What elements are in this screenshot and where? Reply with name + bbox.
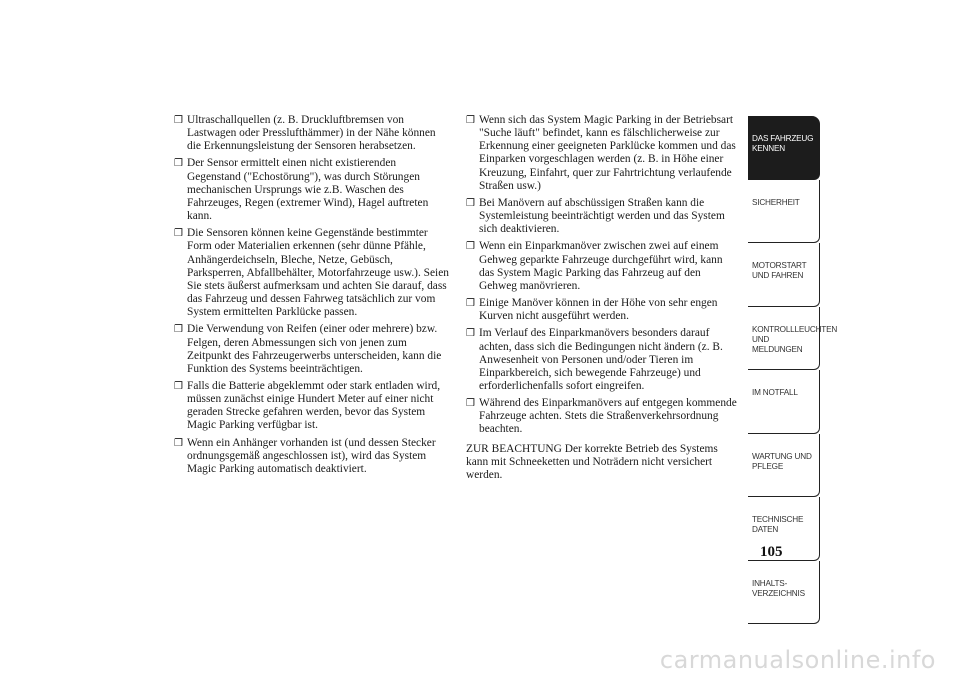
list-item: ❒ Die Sensoren können keine Gegenstände bestimmter Form oder Materialien erkennen (sehr dünne Pfähle, Anhängerdeichseln, Bleche, Netze, Gebüsch, Parksperren, Abfallbehälter, Motorfahrzeuge usw.). Seien Sie stets äußerst aufmerksam und achten Sie darauf, dass das Fahrzeug und dessen Fahrweg tatsächlich zur vom System ermittelten Parklücke passen. bbox=[174, 227, 449, 319]
tab-inhaltsverzeichnis[interactable]: INHALTS-VERZEICHNIS bbox=[748, 561, 820, 625]
list-item: ❒ Während des Einparkmanövers auf entgegen kommende Fahrzeuge achten. Stets die Straßenverkehrsordnung beachten. bbox=[466, 397, 737, 436]
tab-sicherheit[interactable]: SICHERHEIT bbox=[748, 180, 820, 244]
watermark: carmanualsonline.info bbox=[659, 646, 936, 674]
tab-motorstart-und-fahren[interactable]: MOTORSTART UND FAHREN bbox=[748, 243, 820, 307]
page-number: 105 bbox=[760, 544, 783, 560]
checkbox-bullet-icon: ❒ bbox=[174, 324, 183, 336]
chapter-tabs bbox=[748, 116, 838, 624]
checkbox-bullet-icon: ❒ bbox=[174, 158, 183, 170]
right-column bbox=[466, 114, 738, 482]
tab-im-notfall[interactable]: IM NOTFALL bbox=[748, 370, 820, 434]
checkbox-bullet-icon: ❒ bbox=[174, 228, 183, 240]
list-item: ❒ Der Sensor ermittelt einen nicht existierenden Gegenstand ("Echostörung"), was durch Störungen mechanischen Ursprungs wie z.B. Waschen des Fahrzeuges, Regen (extremer Wind), Hagel auftreten kann. bbox=[174, 157, 429, 223]
list-item: ❒ Wenn sich das System Magic Parking in der Betriebsart "Suche läuft" befindet, kann es fälschlicherweise zur Erkennung einer geeigneten Parklücke kommen und das Einparken vorgeschlagen werden (z. B. in Höhe einer Kreuzung, Einfahrt, quer zur Fahrtrichtung verlaufende Straßen usw.) bbox=[466, 114, 736, 192]
list-item: ❒ Falls die Batterie abgeklemmt oder stark entladen wird, müssen zunächst einige Hundert Meter auf einer nicht geraden Strecke gefahren werden, bevor das System Magic Parking verfügbar ist. bbox=[174, 379, 441, 432]
checkbox-bullet-icon: ❒ bbox=[466, 115, 475, 126]
tab-technische-daten[interactable]: TECHNISCHE DATEN bbox=[748, 497, 820, 561]
checkbox-bullet-icon: ❒ bbox=[466, 241, 475, 253]
checkbox-bullet-icon: ❒ bbox=[466, 398, 475, 410]
checkbox-bullet-icon: ❒ bbox=[466, 197, 475, 209]
checkbox-bullet-icon: ❒ bbox=[174, 115, 183, 126]
tab-das-fahrzeug-kennen[interactable]: DAS FAHRZEUG KENNEN bbox=[748, 116, 820, 180]
list-item: ❒ Die Verwendung von Reifen (einer oder mehrere) bzw. Felgen, deren Abmessungen sich von jenen zum Zeitpunkt des Fahrzeugerwerbs unterscheiden, kann die Funktion des Systems beeinträchtigen. bbox=[174, 323, 442, 375]
checkbox-bullet-icon: ❒ bbox=[466, 298, 475, 310]
left-column bbox=[174, 114, 450, 480]
list-item: ❒ Wenn ein Einparkmanöver zwischen zwei auf einem Gehweg geparkte Fahrzeuge durchgeführt wird, kann das System Magic Parking das Fahrzeug auf den Gehweg manövrieren. bbox=[466, 240, 723, 292]
list-item: ❒ Im Verlauf des Einparkmanövers besonders darauf achten, dass sich die Bedingungen nicht ändern (z. B. Anwesenheit von Personen und/oder Tieren im Einparkbereich, sich bewegende Fahrzeuge) und erforderlichenfalls sofort eingreifen. bbox=[466, 327, 723, 392]
list-item: ❒ Ultraschallquellen (z. B. Druckluftbremsen von Lastwagen oder Presslufthämmer) in der Nähe können die Erkennungsleistung der Sensoren herabsetzen. bbox=[174, 114, 436, 153]
checkbox-bullet-icon: ❒ bbox=[174, 437, 183, 449]
checkbox-bullet-icon: ❒ bbox=[466, 328, 475, 340]
note-paragraph: ZUR BEACHTUNG Der korrekte Betrieb des Systems kann mit Schneeketten und Noträdern nicht versichert werden. bbox=[466, 442, 718, 481]
list-item: ❒ Einige Manöver können in der Höhe von sehr engen Kurven nicht ausgeführt werden. bbox=[466, 297, 718, 323]
tab-wartung-und-pflege[interactable]: WARTUNG UND PFLEGE bbox=[748, 434, 820, 498]
tab-kontrollleuchten[interactable]: KONTROLLLEUCHTEN UND MELDUNGEN bbox=[748, 307, 820, 371]
list-item: ❒ Wenn ein Anhänger vorhanden ist (und dessen Stecker ordnungsgemäß angeschlossen ist), wird das System Magic Parking automatisch deaktiviert. bbox=[174, 436, 436, 475]
list-item: ❒ Bei Manövern auf abschüssigen Straßen kann die Systemleistung beeinträchtigt werden und das System sich deaktivieren. bbox=[466, 196, 725, 236]
checkbox-bullet-icon: ❒ bbox=[174, 380, 183, 392]
